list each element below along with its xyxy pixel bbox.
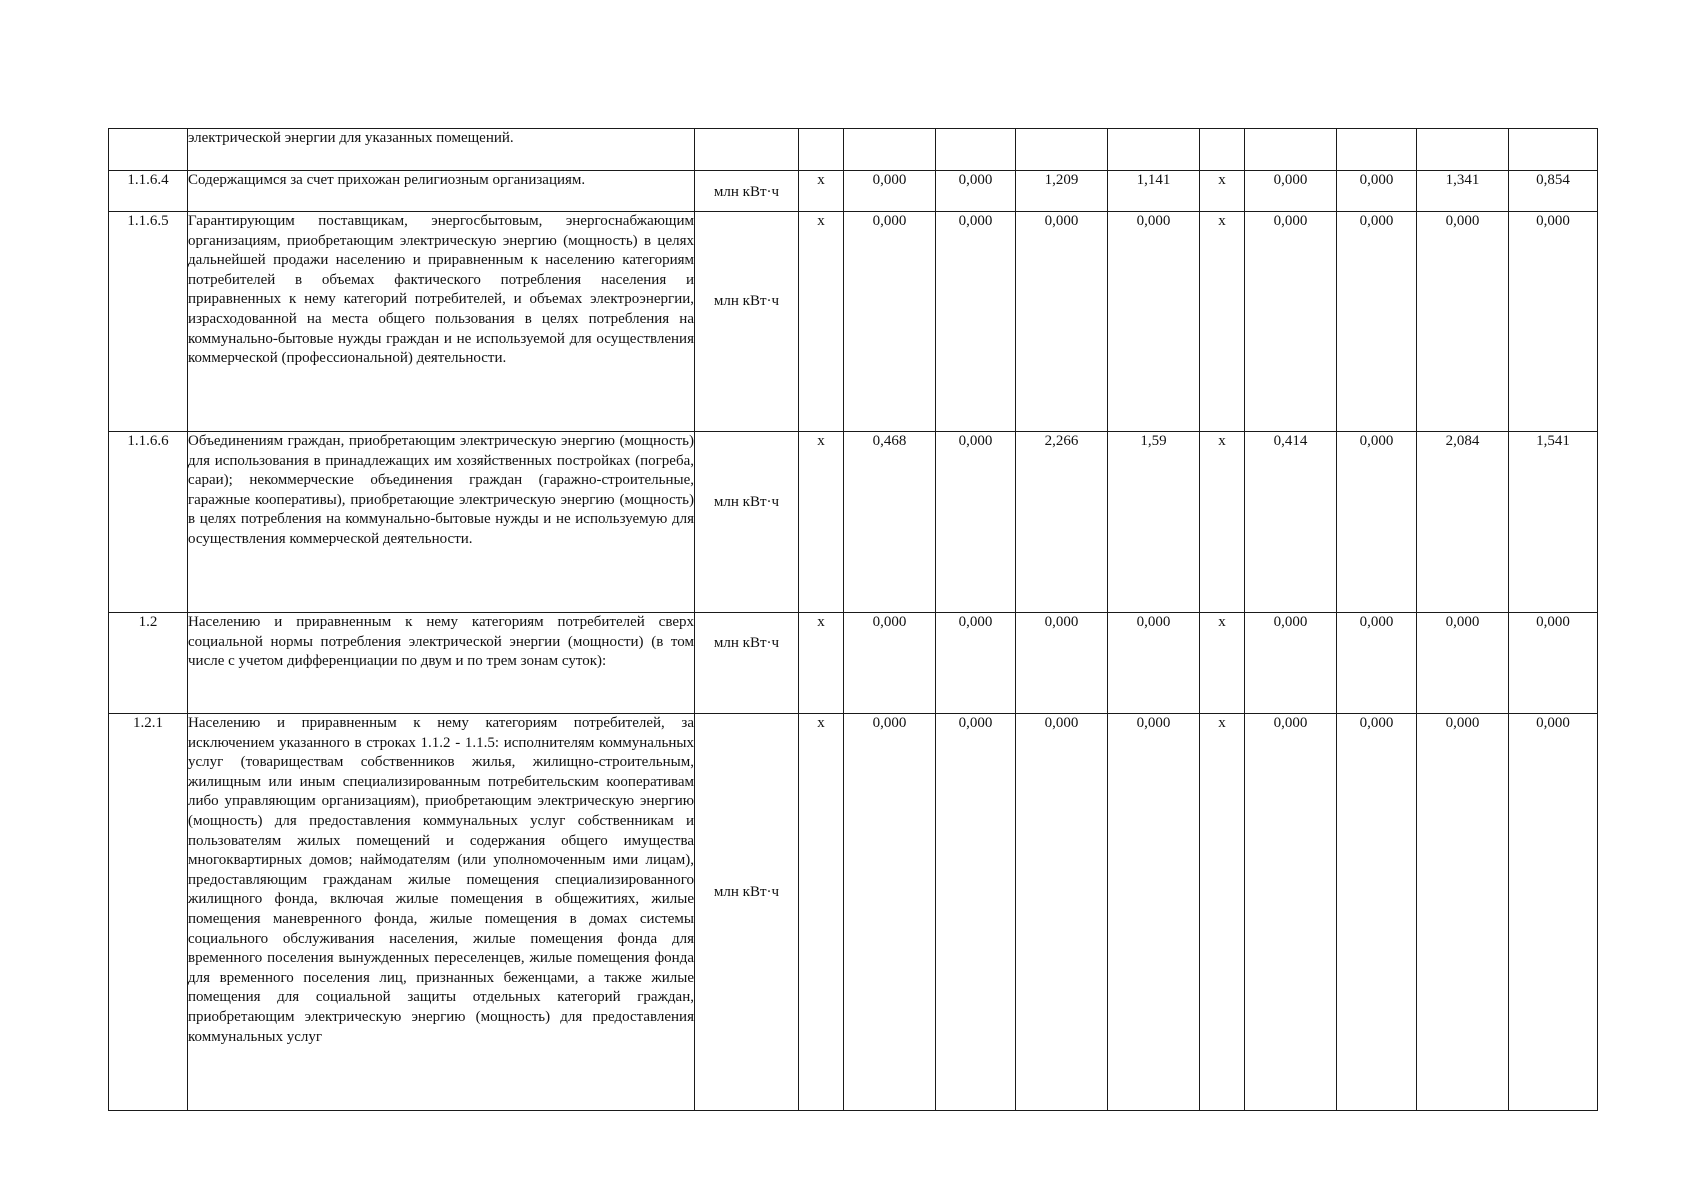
value-cell (936, 129, 1016, 171)
table-row (109, 212, 1598, 432)
value-cell (1337, 129, 1417, 171)
value-cell: х (1200, 171, 1245, 212)
row-description: Содержащимся за счет прихожан религиозным организациям. (188, 171, 695, 212)
value-cell: 0,000 (1337, 212, 1417, 432)
value-cell: 0,000 (936, 212, 1016, 432)
value-cell: 0,000 (1016, 212, 1108, 432)
row-number: 1.1.6.5 (109, 212, 188, 432)
value-cell: 0,000 (1417, 714, 1509, 1111)
row-unit: млн кВт·ч (695, 714, 799, 1111)
value-cell: 0,000 (936, 613, 1016, 714)
table-row (109, 714, 1598, 1111)
row-description: электрической энергии для указанных помещений. (188, 129, 695, 171)
value-cell: 0,000 (936, 171, 1016, 212)
row-number: 1.2.1 (109, 714, 188, 1111)
value-cell: 0,000 (1245, 613, 1337, 714)
value-cell: 0,000 (1417, 613, 1509, 714)
value-cell: х (799, 613, 844, 714)
value-cell (799, 129, 844, 171)
value-cell (1200, 129, 1245, 171)
value-cell: х (1200, 714, 1245, 1111)
row-unit: млн кВт·ч (695, 432, 799, 613)
row-number (109, 129, 188, 171)
value-cell: 0,000 (844, 613, 936, 714)
row-description: Объединениям граждан, приобретающим электрическую энергию (мощность) для использования в принадлежащих им хозяйственных постройках (погреба, сараи); некоммерческие объединения граждан (гаражно-строительные, гаражные кооперативы), приобретающие электрическую энергию (мощность) в целях потребления на коммунально-бытовые нужды и не используемую для осуществления коммерческой деятельности. (188, 432, 695, 613)
row-unit: млн кВт·ч (695, 171, 799, 212)
data-table (108, 128, 1598, 1111)
value-cell: 2,266 (1016, 432, 1108, 613)
value-cell: 0,000 (844, 171, 936, 212)
value-cell (1509, 129, 1598, 171)
table-row (109, 613, 1598, 714)
row-description: Населению и приравненным к нему категориям потребителей, за исключением указанного в строках 1.1.2 - 1.1.5: исполнителям коммунальных услуг (товариществам собственников жилья, жилищно-строительным, жилищным или иным специализированным потребительским кооперативам либо управляющим организациям), приобретающим электрическую энергию (мощность) для предоставления коммунальных услуг собственникам и пользователям жилых помещений и содержания общего имущества многоквартирных домов; наймодателям (или уполномоченным ими лицам), предоставляющим гражданам жилые помещения специализированного жилищного фонда, включая жилые помещения в общежитиях, жилые помещения маневренного фонда, жилые помещения в домах системы социального обслуживания населения, жилые помещения фонда для временного поселения вынужденных переселенцев, жилые помещения фонда для временного поселения лиц, признанных беженцами, а также жилые помещения для социальной защиты отдельных категорий граждан, приобретающим электрическую энергию (мощность) для предоставления коммунальных услуг (188, 714, 695, 1111)
table-row (109, 432, 1598, 613)
value-cell: 2,084 (1417, 432, 1509, 613)
value-cell: 0,000 (1509, 212, 1598, 432)
value-cell: 0,000 (1108, 613, 1200, 714)
value-cell: 0,000 (1016, 714, 1108, 1111)
value-cell: 0,000 (936, 432, 1016, 613)
row-unit: млн кВт·ч (695, 212, 799, 432)
row-number: 1.1.6.6 (109, 432, 188, 613)
value-cell: 0,000 (1108, 714, 1200, 1111)
value-cell: 0,000 (844, 714, 936, 1111)
value-cell (1245, 129, 1337, 171)
value-cell: х (799, 714, 844, 1111)
value-cell: 0,000 (1337, 432, 1417, 613)
row-description: Гарантирующим поставщикам, энергосбытовым, энергоснабжающим организациям, приобретающим электрическую энергию (мощность) в целях дальнейшей продажи населению и приравненным к населению категориям потребителей в объемах фактического потребления населения и приравненных к нему категорий потребителей, и объемах электроэнергии, израсходованной на места общего пользования в целях потребления на коммунально-бытовые нужды граждан и не используемой для осуществления коммерческой (профессиональной) деятельности. (188, 212, 695, 432)
value-cell: 1,59 (1108, 432, 1200, 613)
value-cell: 0,000 (1245, 171, 1337, 212)
value-cell: х (799, 171, 844, 212)
value-cell: х (799, 212, 844, 432)
value-cell: 0,000 (1337, 613, 1417, 714)
value-cell: 0,000 (1509, 613, 1598, 714)
value-cell: 0,000 (1417, 212, 1509, 432)
value-cell: 1,141 (1108, 171, 1200, 212)
value-cell: 0,000 (1337, 714, 1417, 1111)
value-cell: 0,000 (1245, 714, 1337, 1111)
value-cell (1108, 129, 1200, 171)
value-cell (1417, 129, 1509, 171)
value-cell: 0,854 (1509, 171, 1598, 212)
value-cell: 0,000 (1509, 714, 1598, 1111)
value-cell: 0,468 (844, 432, 936, 613)
value-cell: 0,000 (1016, 613, 1108, 714)
value-cell (1016, 129, 1108, 171)
value-cell: х (1200, 613, 1245, 714)
value-cell: х (799, 432, 844, 613)
value-cell: 0,000 (1245, 212, 1337, 432)
value-cell: х (1200, 432, 1245, 613)
table-row (109, 129, 1598, 171)
value-cell: 0,000 (844, 212, 936, 432)
table-row (109, 171, 1598, 212)
value-cell: 0,000 (1337, 171, 1417, 212)
row-number: 1.2 (109, 613, 188, 714)
value-cell: 1,209 (1016, 171, 1108, 212)
value-cell: 0,414 (1245, 432, 1337, 613)
row-unit (695, 129, 799, 171)
value-cell: х (1200, 212, 1245, 432)
value-cell (844, 129, 936, 171)
value-cell: 0,000 (936, 714, 1016, 1111)
value-cell: 1,341 (1417, 171, 1509, 212)
row-number: 1.1.6.4 (109, 171, 188, 212)
row-description: Населению и приравненным к нему категориям потребителей сверх социальной нормы потребления электрической энергии (мощности) (в том числе с учетом дифференциации по двум и по трем зонам суток): (188, 613, 695, 714)
row-unit: млн кВт·ч (695, 613, 799, 714)
value-cell: 0,000 (1108, 212, 1200, 432)
value-cell: 1,541 (1509, 432, 1598, 613)
